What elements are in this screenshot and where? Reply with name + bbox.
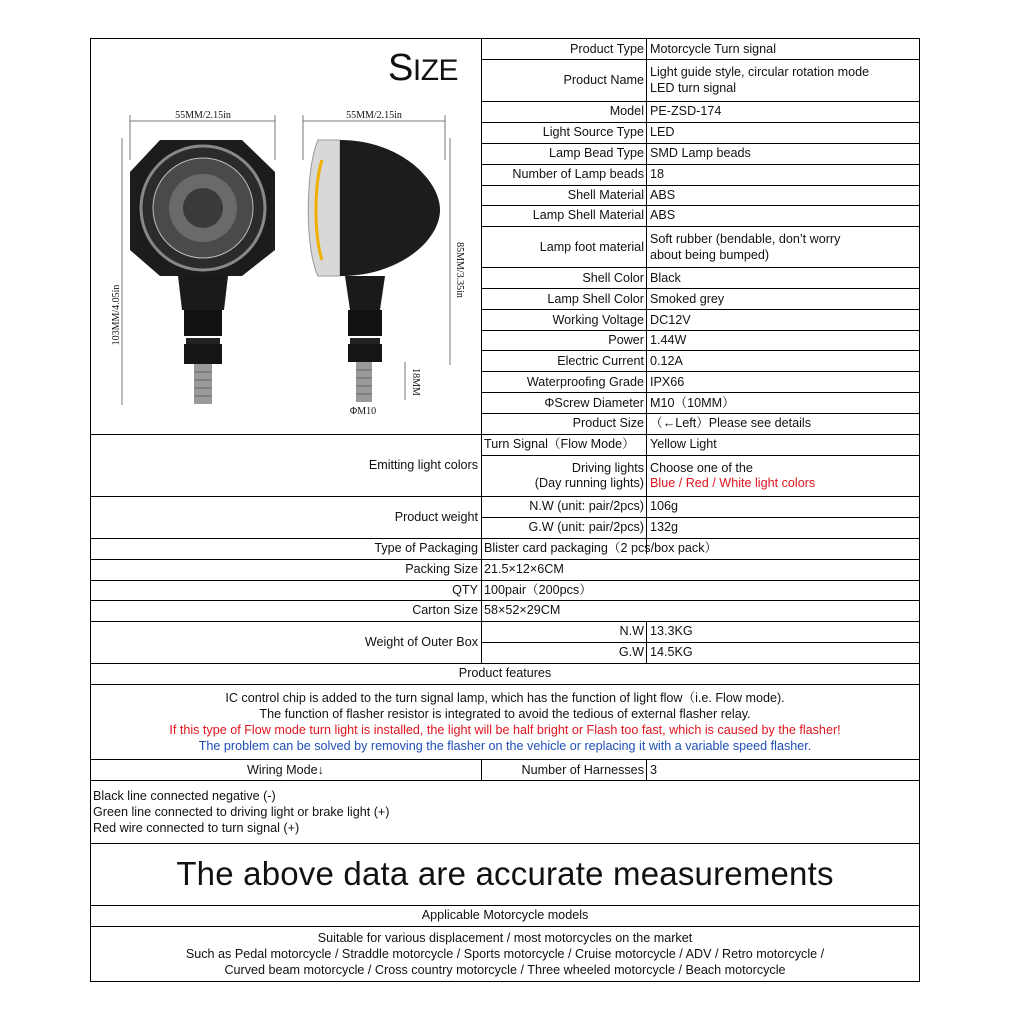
- drl-label-sub: (Day running lights): [534, 476, 644, 490]
- turn-signal-value: Yellow Light: [650, 437, 717, 451]
- emitting-label: Emitting light colors: [368, 458, 478, 472]
- spec-value: DC12V: [650, 313, 691, 327]
- carton-size-label: Carton Size: [412, 603, 478, 617]
- packing-size-value: 21.5×12×6CM: [484, 562, 564, 576]
- spec-value: Smoked grey: [650, 292, 725, 306]
- spec-value: PE-ZSD-174: [650, 104, 722, 118]
- harness-count-value: 3: [650, 763, 658, 777]
- spec-label: ΦScrew Diameter: [544, 396, 644, 410]
- spec-value: 1.44W: [650, 333, 687, 347]
- spec-label: Shell Material: [567, 188, 644, 202]
- drl-value: Choose one of the: [650, 461, 753, 475]
- front-view-lamp: [130, 140, 275, 404]
- models-line: Suitable for various displacement / most motorcycles on the market: [317, 931, 693, 945]
- wiring-line: Red wire connected to turn signal (+): [93, 821, 300, 835]
- product-weight-label: Product weight: [394, 510, 478, 524]
- gross-weight-value: 132g: [650, 520, 679, 534]
- spec-label: Number of Lamp beads: [512, 167, 644, 181]
- carton-size-value: 58×52×29CM: [484, 603, 561, 617]
- spec-label: Shell Color: [582, 271, 644, 285]
- packaging-type-value: Blister card packaging（2 pcs/box pack）: [484, 541, 718, 555]
- qty-label: QTY: [452, 583, 478, 597]
- spec-label: Power: [608, 333, 644, 347]
- features-solution: The problem can be solved by removing the flasher on the vehicle or replacing it with a variable speed flasher.: [198, 739, 812, 753]
- spec-label: Lamp Bead Type: [549, 146, 644, 160]
- models-line: Such as Pedal motorcycle / Straddle motorcycle / Sports motorcycle / Cruise motorcycle / ADV / Retro motorcycle /: [185, 947, 825, 961]
- thread-diameter-label: ΦM10: [349, 406, 377, 417]
- qty-value: 100pair（200pcs）: [484, 583, 592, 597]
- features-title: Product features: [458, 666, 552, 680]
- accuracy-note: The above data are accurate measurements: [176, 855, 834, 892]
- side-width-label: 55MM/2.15in: [346, 110, 402, 121]
- spec-value: LED turn signal: [650, 81, 737, 95]
- outer-gw-value: 14.5KG: [650, 645, 693, 659]
- harness-count-label: Number of Harnesses: [521, 763, 644, 777]
- features-warning: If this type of Flow mode turn light is installed, the light will be half bright or Flash too fast, which is caused by the flasher!: [169, 723, 841, 737]
- features-line: IC control chip is added to the turn signal lamp, which has the function of light flow（i.e. Flow mode).: [225, 691, 785, 705]
- net-weight-value: 106g: [650, 499, 679, 513]
- total-height-label: 103MM/4.05in: [111, 284, 122, 346]
- models-line: Curved beam motorcycle / Cross country motorcycle / Three wheeled motorcycle / Beach motorcycle: [224, 963, 786, 977]
- product-dimension-drawing: [100, 100, 480, 430]
- models-title: Applicable Motorcycle models: [421, 908, 589, 922]
- spec-value: LED: [650, 125, 675, 139]
- spec-value: （←Left）Please see details: [650, 416, 812, 430]
- spec-value: about being bumped): [650, 248, 770, 262]
- spec-value: ABS: [650, 208, 676, 222]
- spec-label: Lamp Shell Color: [547, 292, 644, 306]
- spec-value: ABS: [650, 188, 676, 202]
- drl-label: Driving lights: [571, 461, 644, 475]
- spec-label: Waterproofing Grade: [526, 375, 644, 389]
- spec-label: Lamp Shell Material: [532, 208, 644, 222]
- spec-label: Lamp foot material: [539, 240, 644, 254]
- spec-value: 0.12A: [650, 354, 683, 368]
- turn-signal-label: Turn Signal（Flow Mode）: [484, 437, 635, 451]
- spec-value: Soft rubber (bendable, don’t worry: [650, 232, 841, 246]
- spec-value: Black: [650, 271, 681, 285]
- spec-label: Product Size: [572, 416, 644, 430]
- side-view-lamp: [308, 140, 440, 402]
- thread-length-label: 18MM: [410, 368, 421, 396]
- outer-nw-value: 13.3KG: [650, 624, 693, 638]
- wiring-mode-label: Wiring Mode↓: [247, 763, 324, 777]
- net-weight-label: N.W (unit: pair/2pcs): [529, 499, 644, 513]
- spec-label: Product Type: [570, 42, 644, 56]
- outer-nw-label: N.W: [619, 624, 644, 638]
- spec-value: IPX66: [650, 375, 685, 389]
- spec-value: Light guide style, circular rotation mode: [650, 65, 870, 79]
- drl-color-options: Blue / Red / White light colors: [650, 476, 816, 490]
- outer-gw-label: G.W: [618, 645, 644, 659]
- spec-value: M10（10MM）: [650, 396, 735, 410]
- spec-value: SMD Lamp beads: [650, 146, 751, 160]
- spec-label: Working Voltage: [552, 313, 644, 327]
- side-height-label: 85MM/3.35in: [454, 242, 465, 298]
- spec-value: 18: [650, 167, 665, 181]
- gross-weight-label: G.W (unit: pair/2pcs): [528, 520, 644, 534]
- front-width-label: 55MM/2.15in: [175, 110, 231, 121]
- spec-label: Model: [609, 104, 644, 118]
- features-line: The function of flasher resistor is integrated to avoid the tedious of external flasher relay.: [259, 707, 751, 721]
- spec-label: Product Name: [563, 73, 644, 87]
- wiring-line: Green line connected to driving light or brake light (+): [93, 805, 390, 819]
- spec-label: Electric Current: [557, 354, 644, 368]
- packaging-type-label: Type of Packaging: [374, 541, 478, 555]
- size-logo: SIZE: [388, 47, 459, 89]
- outer-box-label: Weight of Outer Box: [364, 635, 478, 649]
- packing-size-label: Packing Size: [405, 562, 478, 576]
- spec-label: Light Source Type: [542, 125, 644, 139]
- spec-value: Motorcycle Turn signal: [650, 42, 776, 56]
- wiring-line: Black line connected negative (-): [93, 789, 276, 803]
